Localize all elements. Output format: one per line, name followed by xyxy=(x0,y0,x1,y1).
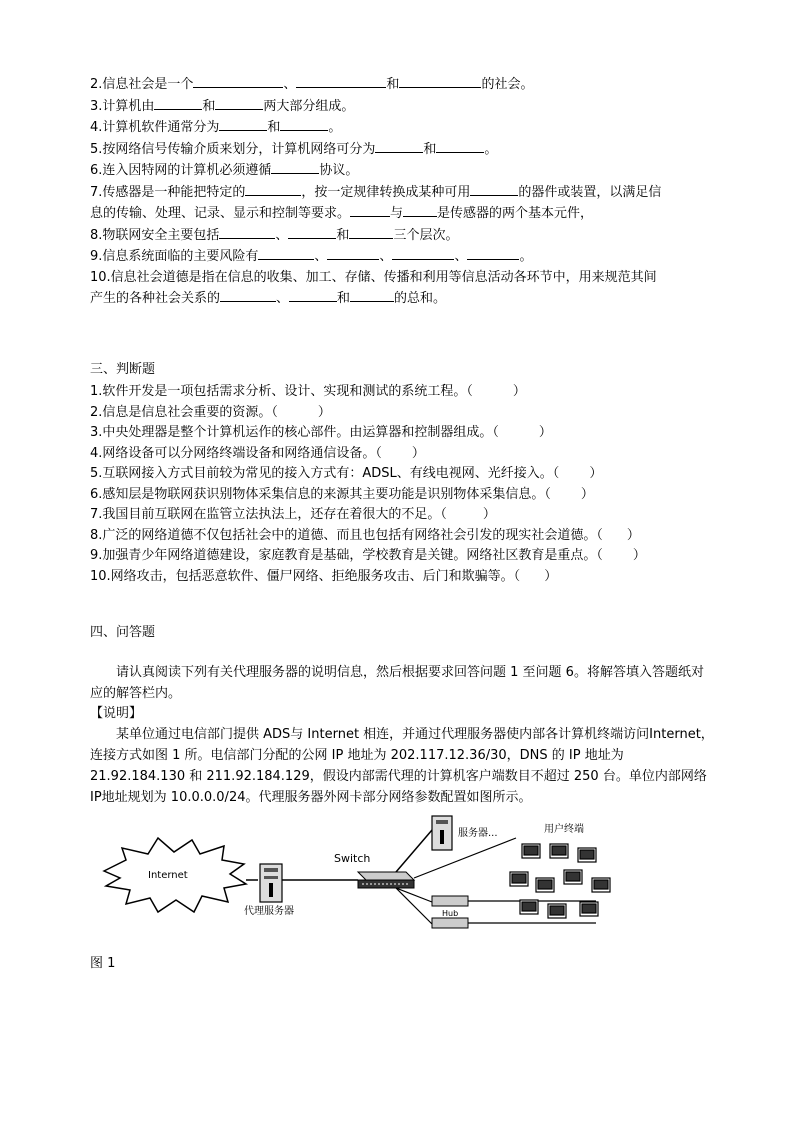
server-label: 服务器... xyxy=(458,828,498,839)
user-terminals-label: 用户终端 xyxy=(544,824,584,835)
question-text: 和 xyxy=(423,141,437,157)
fill-blank-line xyxy=(90,288,715,310)
question-text: 、 xyxy=(276,291,290,306)
true-false-item xyxy=(90,403,715,424)
true-false-item xyxy=(90,505,715,526)
question-text: 9.加强青少年网络道德建设，家庭教育是基础，学校教育是关键。网络社区教育是重点。（ xyxy=(90,548,603,563)
fill-blank-line xyxy=(90,117,715,139)
answer-blank[interactable] xyxy=(245,182,301,196)
question-text: 9.信息系统面临的主要风险有 xyxy=(90,249,259,264)
true-false-questions xyxy=(90,382,715,587)
answer-blank[interactable] xyxy=(349,225,393,239)
question-text: 8.广泛的网络道德不仅包括社会中的道德、而且也包括有网络社会引发的现实社会道德。（ xyxy=(90,527,603,543)
question-text: ，按一定规律转换成某种可用 xyxy=(301,184,471,200)
close-paren: ） xyxy=(512,384,526,399)
close-paren: ） xyxy=(589,466,603,481)
answer-blank[interactable] xyxy=(219,225,275,239)
true-false-item xyxy=(90,567,715,588)
internet-label: Internet xyxy=(148,870,188,881)
question-text: 7.传感器是一种能把特定的 xyxy=(90,184,246,200)
question-text: 5.按网络信号传输介质来划分，计算机网络可分为 xyxy=(90,141,376,157)
question-text: 和 xyxy=(267,120,281,135)
true-false-item xyxy=(90,444,715,465)
question-text: 产生的各种社会关系的 xyxy=(90,291,221,306)
question-text: 是传感器的两个基本元件， xyxy=(437,206,594,221)
question-text: 、 xyxy=(454,249,468,264)
question-text: 、 xyxy=(275,227,289,243)
switch-icon xyxy=(358,872,414,888)
question-text: 2.信息社会是一个 xyxy=(90,77,194,92)
true-false-item xyxy=(90,485,715,506)
network-diagram xyxy=(96,808,636,948)
answer-blank[interactable] xyxy=(403,203,437,217)
answer-blank[interactable] xyxy=(258,246,314,260)
answer-blank[interactable] xyxy=(215,96,263,110)
question-text: 2.信息是信息社会重要的资源。（ xyxy=(90,404,278,420)
question-text: 4.计算机软件通常分为 xyxy=(90,120,220,135)
true-false-item xyxy=(90,464,715,485)
intro-paragraph: 请认真阅读下列有关代理服务器的说明信息，然后根据要求回答问题 1 至问题 6。将解答填入答题纸对应的解答栏内。 xyxy=(90,664,704,701)
question-text: 8.物联网安全主要包括 xyxy=(90,227,220,243)
answer-blank[interactable] xyxy=(399,74,481,88)
fill-blank-line xyxy=(90,203,715,225)
true-false-item xyxy=(90,423,715,444)
answer-blank[interactable] xyxy=(350,203,390,217)
question-text: 息的传输、处理、记录、显示和控制等要求。 xyxy=(90,206,351,221)
answer-blank[interactable] xyxy=(154,96,202,110)
question-text: 3.中央处理器是整个计算机运作的核心部件。由运算器和控制器组成。（ xyxy=(90,425,499,440)
note-label: 【说明】 xyxy=(90,705,143,721)
question-text: 和 xyxy=(337,291,351,306)
fill-blank-line xyxy=(90,96,715,118)
answer-blank[interactable] xyxy=(220,288,276,302)
fill-blank-line xyxy=(90,246,715,268)
question-text: 和 xyxy=(336,227,350,243)
proxy-server-icon xyxy=(260,864,282,902)
answer-blank[interactable] xyxy=(327,246,379,260)
answer-blank[interactable] xyxy=(271,160,319,174)
answer-blank[interactable] xyxy=(350,288,394,302)
note-paragraph: 某单位通过电信部门提供 ADS与 Internet 相连，并通过代理服务器使内部各计算机终端访问Internet，连接方式如图 1 所。电信部门分配的公网 IP 地址为 202.117.12.36/30，DNS 的 IP 地址为21.92.184.130 和 211.92.184.129，假设内部需代理的计算机客户端数目不超过 250 台。单位内部网络 IP地址规划为 10.0.0.0/24。代理服务器外网卡部分网络参数配置如图所示。 xyxy=(90,727,714,805)
answer-blank[interactable] xyxy=(470,182,518,196)
answer-blank[interactable] xyxy=(467,246,519,260)
question-text: 、 xyxy=(314,249,328,264)
fill-blank-line xyxy=(90,74,715,96)
question-text: 5.互联网接入方式目前较为常见的接入方式有：ADSL、有线电视网、光纤接入。（ xyxy=(90,466,560,481)
section-4-title: 四、问答题 xyxy=(90,625,156,640)
answer-blank[interactable] xyxy=(280,117,328,131)
true-false-item xyxy=(90,382,715,403)
answer-blank[interactable] xyxy=(296,74,386,88)
document-page xyxy=(90,74,715,808)
question-text: 3.计算机由 xyxy=(90,98,155,114)
close-paren: ） xyxy=(317,404,331,420)
answer-blank[interactable] xyxy=(289,288,337,302)
close-paren: ） xyxy=(411,445,425,461)
close-paren: ） xyxy=(538,425,552,440)
true-false-item xyxy=(90,546,715,567)
question-text: 协议。 xyxy=(319,163,359,178)
answer-blank[interactable] xyxy=(375,139,423,153)
question-text: 。 xyxy=(328,120,342,135)
proxy-server-label: 代理服务器 xyxy=(244,906,294,917)
question-text: 7.我国目前互联网在监管立法执法上，还存在着很大的不足。（ xyxy=(90,507,447,522)
fill-blank-line xyxy=(90,182,715,204)
fill-blank-line xyxy=(90,268,715,289)
figure-caption: 图 1 xyxy=(90,956,116,971)
close-paren: ） xyxy=(544,568,558,584)
user-terminals-icon xyxy=(510,844,610,918)
question-text: 的总和。 xyxy=(394,291,447,306)
close-paren: ） xyxy=(626,527,640,543)
question-text: 的社会。 xyxy=(481,77,534,92)
answer-blank[interactable] xyxy=(392,246,454,260)
switch-label: Switch xyxy=(334,852,371,865)
fill-blank-questions xyxy=(90,74,715,310)
question-text: 1.软件开发是一项包括需求分析、设计、实现和测试的系统工程。（ xyxy=(90,384,473,399)
question-text: 10.信息社会道德是指在信息的收集、加工、存储、传播和利用等信息活动各环节中，用来规范其间 xyxy=(90,269,657,285)
question-text: 。 xyxy=(519,249,533,264)
answer-blank[interactable] xyxy=(436,139,484,153)
question-text: 和 xyxy=(386,77,400,92)
question-text: 4.网络设备可以分网络终端设备和网络通信设备。（ xyxy=(90,445,382,461)
close-paren: ） xyxy=(632,548,646,563)
question-text: 6.连入因特网的计算机必须遵循 xyxy=(90,163,272,178)
question-text: 和 xyxy=(202,98,216,114)
close-paren: ） xyxy=(580,486,594,502)
question-text: 、 xyxy=(283,77,297,92)
section-3-title: 三、判断题 xyxy=(90,361,156,377)
answer-blank[interactable] xyxy=(193,74,283,88)
fill-blank-line xyxy=(90,139,715,161)
question-text: 10.网络攻击，包括恶意软件、僵尸网络、拒绝服务攻击、后门和欺骗等。（ xyxy=(90,568,521,584)
fill-blank-line xyxy=(90,160,715,182)
question-text: 与 xyxy=(390,206,404,221)
question-text: 6.感知层是物联网获识别物体采集信息的来源其主要功能是识别物体采集信息。（ xyxy=(90,486,551,502)
answer-blank[interactable] xyxy=(219,117,267,131)
question-text: 两大部分组成。 xyxy=(263,98,355,114)
hub-label: Hub xyxy=(442,909,459,918)
close-paren: ） xyxy=(482,507,496,522)
question-text: 。 xyxy=(484,141,498,157)
question-text: 的器件或装置，以满足信 xyxy=(518,184,662,200)
server-icon xyxy=(432,816,452,850)
question-text: 三个层次。 xyxy=(393,227,459,243)
true-false-item xyxy=(90,526,715,547)
question-text: 、 xyxy=(379,249,393,264)
fill-blank-line xyxy=(90,225,715,247)
answer-blank[interactable] xyxy=(288,225,336,239)
